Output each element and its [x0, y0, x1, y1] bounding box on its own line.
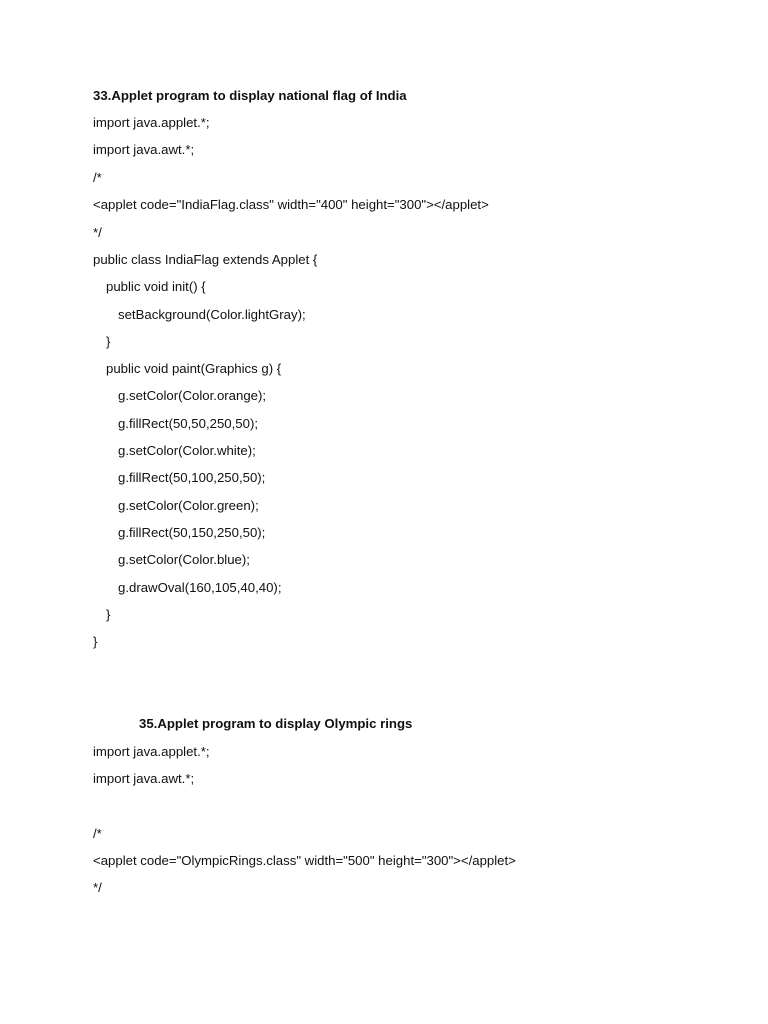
code-line: g.setColor(Color.green); — [118, 498, 259, 513]
code-line: */ — [93, 225, 102, 240]
code-line: g.setColor(Color.white); — [118, 443, 256, 458]
code-line: public void paint(Graphics g) { — [106, 361, 282, 376]
code-line: } — [106, 607, 111, 622]
code-line: import java.awt.*; — [93, 771, 195, 786]
code-line: g.fillRect(50,50,250,50); — [118, 416, 259, 431]
code-line: } — [93, 634, 98, 649]
code-line: import java.awt.*; — [93, 142, 195, 157]
code-line: */ — [93, 880, 102, 895]
code-line: g.setColor(Color.blue); — [118, 552, 250, 567]
code-line: g.fillRect(50,150,250,50); — [118, 525, 266, 540]
code-line: } — [106, 334, 111, 349]
code-line: setBackground(Color.lightGray); — [118, 307, 306, 322]
code-line: /* — [93, 170, 102, 185]
code-line: <applet code="OlympicRings.class" width="500" height="300"></applet> — [93, 853, 516, 868]
code-line: public class IndiaFlag extends Applet { — [93, 252, 318, 267]
code-line: g.drawOval(160,105,40,40); — [118, 580, 282, 595]
code-line: <applet code="IndiaFlag.class" width="400" height="300"></applet> — [93, 197, 489, 212]
code-line: /* — [93, 826, 102, 841]
section-33-heading: 33.Applet program to display national flag of India — [93, 88, 407, 103]
code-line: g.setColor(Color.orange); — [118, 388, 267, 403]
code-line: import java.applet.*; — [93, 744, 210, 759]
code-line: import java.applet.*; — [93, 115, 210, 130]
code-line: public void init() { — [106, 279, 206, 294]
section-35-heading: 35.Applet program to display Olympic rings — [139, 716, 413, 731]
code-line: g.fillRect(50,100,250,50); — [118, 470, 266, 485]
